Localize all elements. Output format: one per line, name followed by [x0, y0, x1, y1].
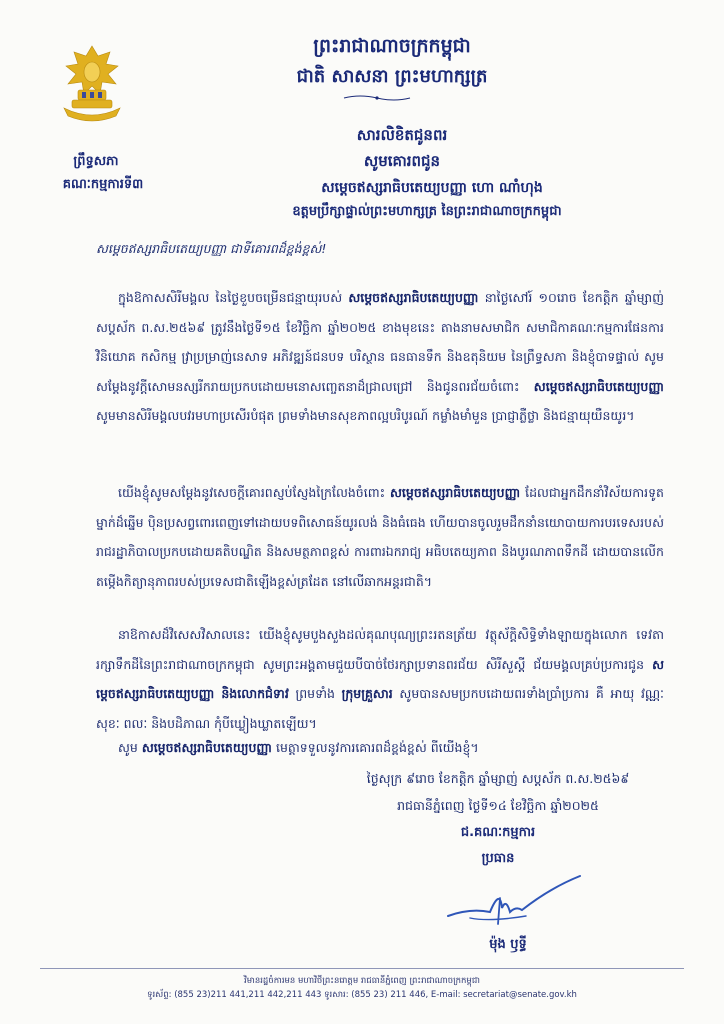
senate-emblem-logo [52, 42, 132, 124]
paragraph-closing [96, 733, 664, 763]
text-run: សូមមានសិរីមង្គលបវរមហាប្រសើរបំផុត ព្រមទាំងមានសុខភាពល្អបរិបូរណ៍ កម្លាំងមាំមួន ប្រាជ្ញាភ្លឺថ្លា និងជន្មាយុយឺនយូរ។ [96, 408, 635, 423]
highlighted-name: សម្តេចឥស្សរាធិបតេយ្យបញ្ញា [533, 378, 664, 394]
letter-addressing: សូមគោរពជូន [363, 152, 441, 170]
text-run: នាថ្ងៃសៅរ៍ ១០រោច ខែកត្តិក ឆ្នាំម្សាញ់ សប្តស័ក ព.ស.២៥៦៩ ត្រូវនឹងថ្ងៃទី១៥ ខែវិច្ឆិកា ឆ្នាំ២០២៥ ខាងមុខនេះ តាងនាមសមាជិក សមាជិកាគណៈកម្មការផែនការ វិនិយោគ កសិកម្ម វ្រាប្រម្រាញ់នេសាទ អភិវឌ្ឍន៍ជនបទ បរិស្ថាន ធនធានទឹក និងឧតុនិយម នៃព្រឹទ្ធសភា និងខ្ញុំបាទផ្ទាល់ សូមសម្តែងនូវក្តីសោមនស្សរីករាយប្រកបដោយមនោសញ្ចេតនាដ៏ជ្រាលជ្រៅ និងជូនពរជ័យចំពោះ [96, 290, 665, 394]
paragraph-birthday-wish [96, 283, 664, 431]
recipient-title: ឧត្តមប្រឹក្សាផ្ទាល់ព្រះមហាក្សត្រ នៃព្រះរាជាណាចក្រកម្ពុជា [292, 204, 562, 219]
highlighted-name: សម្តេចឥស្សរាធិបតេយ្យបញ្ញា [348, 290, 479, 305]
signatory-name: ម៉ុង ឫទ្ធី [489, 937, 527, 952]
national-motto: ជាតិ សាសនា ព្រះមហាក្សត្រ [296, 66, 488, 87]
text-run: នាឱកាសដ៏វិសេសវិសាលនេះ យើងខ្ញុំសូមបួងសួងដល់គុណបុណ្យព្រះរតនត្រ័យ វត្ថុស័ក្តិសិទ្ធិទាំងឡាយក្នុងលោក ទេវតារក្សាទឹកដីនៃព្រះរាជាណាចក្រកម្ពុជា សូមព្រះអង្គតាមជួយបីបាច់ថែរក្សាប្រទានពរជ័យ សិរីសួស្តី ជ័យមង្គលគ្រប់ប្រការជូន [96, 627, 664, 672]
text-run: មេត្តាទទួលនូវការគោរពដ៏ខ្ពង់ខ្ពស់ ពីយើងខ្ញុំ។ [272, 740, 479, 755]
salutation: សម្តេចឥស្សរាធិបតេយ្យបញ្ញា ជាទីគោរពដ៏ខ្ពង់ខ្ពស់! [96, 241, 327, 256]
signatory-role: ប្រធាន [481, 851, 515, 866]
footer-contact: ទូរស័ព្ទ: (855 23)211 441,211 442,211 443 ទូរសារ: (855 23) 211 446, E-mail: secretariat@senate.gov.kh [147, 990, 577, 1000]
text-run: សូមបានសមប្រកបដោយពរទាំងប្រាំប្រការ គឺ អាយុ វណ្ណៈ សុខៈ ពលៈ និងបដិភាណ កុំបីឃ្លៀងឃ្លាតឡើយ។ [96, 686, 664, 731]
senate-name: ព្រឹទ្ធសភា [73, 154, 119, 169]
lunar-date: ថ្ងៃសុក្រ ៩រោច ខែកត្តិក ឆ្នាំម្សាញ់ សប្តស័ក ព.ស.២៥៦៩ [366, 771, 630, 786]
recipient-name: សម្តេចឥស្សរាធិបតេយ្យបញ្ញា ហោ ណាំហុង [321, 180, 543, 196]
highlighted-name: សម្តេចឥស្សរាធិបតេយ្យបញ្ញា និងលោកជំទាវ [96, 656, 664, 701]
text-run: សូម [118, 740, 142, 755]
solar-date: រាជធានីភ្នំពេញ ថ្ងៃទី១៤ ខែវិច្ឆិកា ឆ្នាំ២០២៥ [397, 798, 599, 813]
text-run: ដែលជាអ្នកដឹកនាំវិស័យការទូតម្នាក់ដ៏ឆ្នើម ប៉ិនប្រសព្វពោរពេញទៅដោយបទពិសោធន៍យូរលង់ និងធំធេង ហើយបានចូលរួមដឹកនាំនយោបាយការបរទេសរបស់រាជរដ្ឋាភិបាលប្រកបដោយគតិបណ្ឌិត និងសមត្ថភាពខ្ពស់ ការពារឯករាជ្យ អធិបតេយ្យភាព និងបូរណភាពទឹកដី ដោយបានលើកតម្កើងកិត្យានុភាពរបស់ប្រទេសជាតិឡើងខ្ពស់ត្រដែត នៅលើឆាកអន្តរជាតិ។ [96, 485, 664, 589]
text-run: ក្នុងឱកាសសិរីមង្គល នៃថ្ងៃខួបចម្រើនជន្មាយុរបស់ [118, 290, 349, 305]
commission-name: គណៈកម្មការទី៣ [62, 177, 144, 192]
paragraph-blessing [96, 620, 664, 738]
paragraph-respect [96, 478, 664, 596]
kingdom-heading: ព្រះរាជាណាចក្រកម្ពុជា [313, 35, 471, 57]
highlighted-name: សម្តេចឥស្សរាធិបតេយ្យបញ្ញា [390, 485, 521, 500]
highlighted-name: សម្តេចឥស្សរាធិបតេយ្យបញ្ញា [141, 740, 273, 755]
text-run: ព្រមទាំង [288, 686, 342, 701]
letter-title: សារលិខិតជូនពរ [356, 126, 448, 144]
footer-divider [40, 968, 684, 969]
highlighted-family: ក្រុមគ្រួសារ [341, 686, 393, 701]
ornament-divider [342, 94, 412, 102]
handwritten-signature [430, 868, 590, 938]
text-run: យើងខ្ញុំសូមសម្តែងនូវសេចក្តីគោរពស្ញប់ស្ញែងក្រៃលែងចំពោះ [118, 485, 391, 500]
footer-address: វិមានរដ្ឋចំការមន មហាវិថីព្រះនរោត្តម រាជធានីភ្នំពេញ ព្រះរាជាណាចក្រកម្ពុជា [244, 976, 480, 986]
signatory-organization: ជ.គណៈកម្មការ [460, 825, 536, 840]
